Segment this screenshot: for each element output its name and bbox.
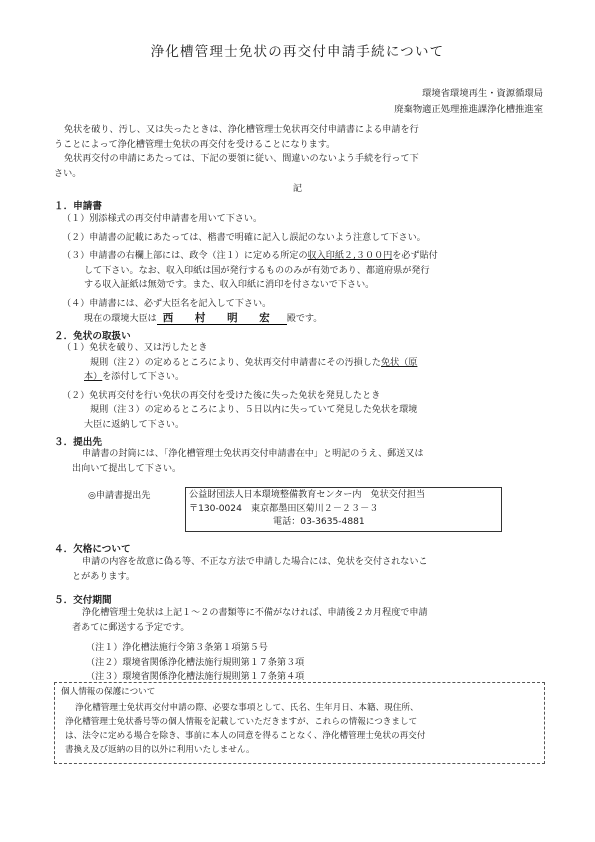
section-2-heading: ２．免状の取扱い <box>54 331 131 342</box>
intro-paragraph <box>54 123 544 181</box>
section-5-body <box>62 606 428 635</box>
section-2-item-1-cont <box>62 356 417 371</box>
section-3-heading: ３．提出先 <box>54 437 102 448</box>
section-2-item-1: （１）免状を破り、又は汚したとき <box>62 343 208 353</box>
section-3-line: 申請書の封筒には、「浄化槽管理士免状再交付申請書在中」と明記のうえ、郵送又は <box>82 449 424 459</box>
section-1-item-4: （４）申請書には、必ず大臣名を記入して下さい。 <box>62 298 272 309</box>
minister-name: 西 村 明 宏 <box>157 312 287 325</box>
intro-line: 免状再交付の申請にあたっては、下記の要領に従い、間違いのないよう手続を行って下 <box>64 154 419 164</box>
address-phone: 電話：03-3635-4881 <box>273 517 365 527</box>
section-2-body <box>62 341 417 432</box>
item-3-text: を必ず貼付 <box>392 251 438 261</box>
privacy-line: 書換え及び返納の目的以外に利用いたしません。 <box>65 745 255 755</box>
section-4-heading: ４．欠格について <box>54 544 131 555</box>
ki-marker: 記 <box>292 183 303 194</box>
privacy-line: 浄化槽管理士免状番号等の個人情報を記載していただきますが、これらの情報につきまして <box>65 717 418 727</box>
section-5-line: 浄化槽管理士免状は上記１～２の書類等に不備がなければ、申請後２カ月程度で申請 <box>82 608 428 618</box>
privacy-notice-box <box>54 682 545 764</box>
address-postal: 〒130-0024 東京都墨田区菊川２－２３－３ <box>189 503 379 514</box>
section-4-line: 申請の内容を故意に偽る等、不正な方法で申請した場合には、免状を交付されないこ <box>82 557 428 567</box>
intro-line: 免状を破り、汚し、又は失ったときは、浄化槽管理士免状再交付申請書による申請を行 <box>64 125 419 135</box>
section-5-line: 者あてに郵送する予定です。 <box>72 622 190 633</box>
section-1-item-3 <box>62 249 438 264</box>
note-item: （注２）環境省関係浄化槽法施行規則第１７条第３項 <box>86 657 305 668</box>
note-item: （注３）環境省関係浄化槽法施行規則第１７条第４項 <box>86 672 305 682</box>
intro-line: さい。 <box>54 168 82 179</box>
item-text: を添付して下さい。 <box>102 372 185 382</box>
section-3-body <box>62 447 424 476</box>
original-license-underline: 免状（原 <box>381 357 418 368</box>
revenue-stamp-amount: 収入印紙２,３００円 <box>307 251 393 261</box>
section-1-item-3-cont: する収入証紙は無効です。また、収入印紙に消印を付さないで下さい。 <box>84 280 375 290</box>
section-1-minister-line <box>62 311 438 327</box>
intro-line: うことによって浄化槽管理士免状の再交付を受けることになります。 <box>54 139 336 150</box>
section-1-body <box>62 212 438 327</box>
section-1-item-1: （１）別添様式の再交付申請書を用いて下さい。 <box>62 214 263 224</box>
privacy-line: 浄化槽管理士免状再交付申請の際、必要な事項として、氏名、生年月日、本籍、現住所、 <box>75 703 419 713</box>
page-title: 浄化槽管理士免状の再交付申請手続について <box>150 44 445 60</box>
address-org: 公益財団法人日本環境整備教育センター内 免状交付担当 <box>189 490 426 500</box>
issuer-office: 廃棄物適正処理推進課浄化槽推進室 <box>394 104 543 115</box>
issuer-bureau: 環境省環境再生・資源循環局 <box>422 88 543 99</box>
original-license-underline: 本） <box>84 372 103 382</box>
issuer-block <box>394 86 543 118</box>
notes-list <box>86 641 304 685</box>
submission-label: ◎申請書提出先 <box>88 491 151 501</box>
section-1-item-2: （２）申請書の記載にあたっては、楷書で明確に記入し誤記のないよう注意して下さい。 <box>62 232 426 243</box>
section-5-heading: ５．交付期間 <box>54 595 112 606</box>
minister-suffix: 殿です。 <box>286 314 323 324</box>
section-2-item-1-cont <box>62 370 417 385</box>
item-3-text: （３）申請書の右欄上部には、政令（注１）に定める所定の <box>62 251 308 261</box>
section-1-item-3-cont: して下さい。なお、収入印紙は国が発行するもののみが有効であり、都道府県が発行 <box>84 265 430 276</box>
minister-prefix: 現在の環境大臣は <box>84 314 157 324</box>
section-4-body <box>62 555 428 584</box>
item-text: 規則（注２）の定めるところにより、免状再交付申請書にその汚損した <box>90 357 382 368</box>
section-2-item-2-cont: 規則（注３）の定めるところにより、５日以内に失っていて発見した免状を環境 <box>90 405 418 415</box>
section-2-item-2-cont: 大臣に返納して下さい。 <box>84 419 185 430</box>
section-4-line: とがあります。 <box>72 571 135 582</box>
section-2-item-2: （２）免状再交付を行い免状の再交付を受けた後に失った免状を発見したとき <box>62 390 381 401</box>
section-1-heading: １．申請書 <box>54 201 102 212</box>
privacy-line: は、法令に定める場合を除き、事前に本人の同意を得ることなく、浄化槽管理士免状の再交付 <box>65 731 426 741</box>
submission-address-box <box>185 487 502 532</box>
privacy-title: 個人情報の保護について <box>61 687 156 697</box>
note-item: （注１）浄化槽法施行令第３条第１項第５号 <box>86 643 268 653</box>
address-lines <box>189 489 425 530</box>
section-3-line: 出向いて提出して下さい。 <box>72 463 182 474</box>
